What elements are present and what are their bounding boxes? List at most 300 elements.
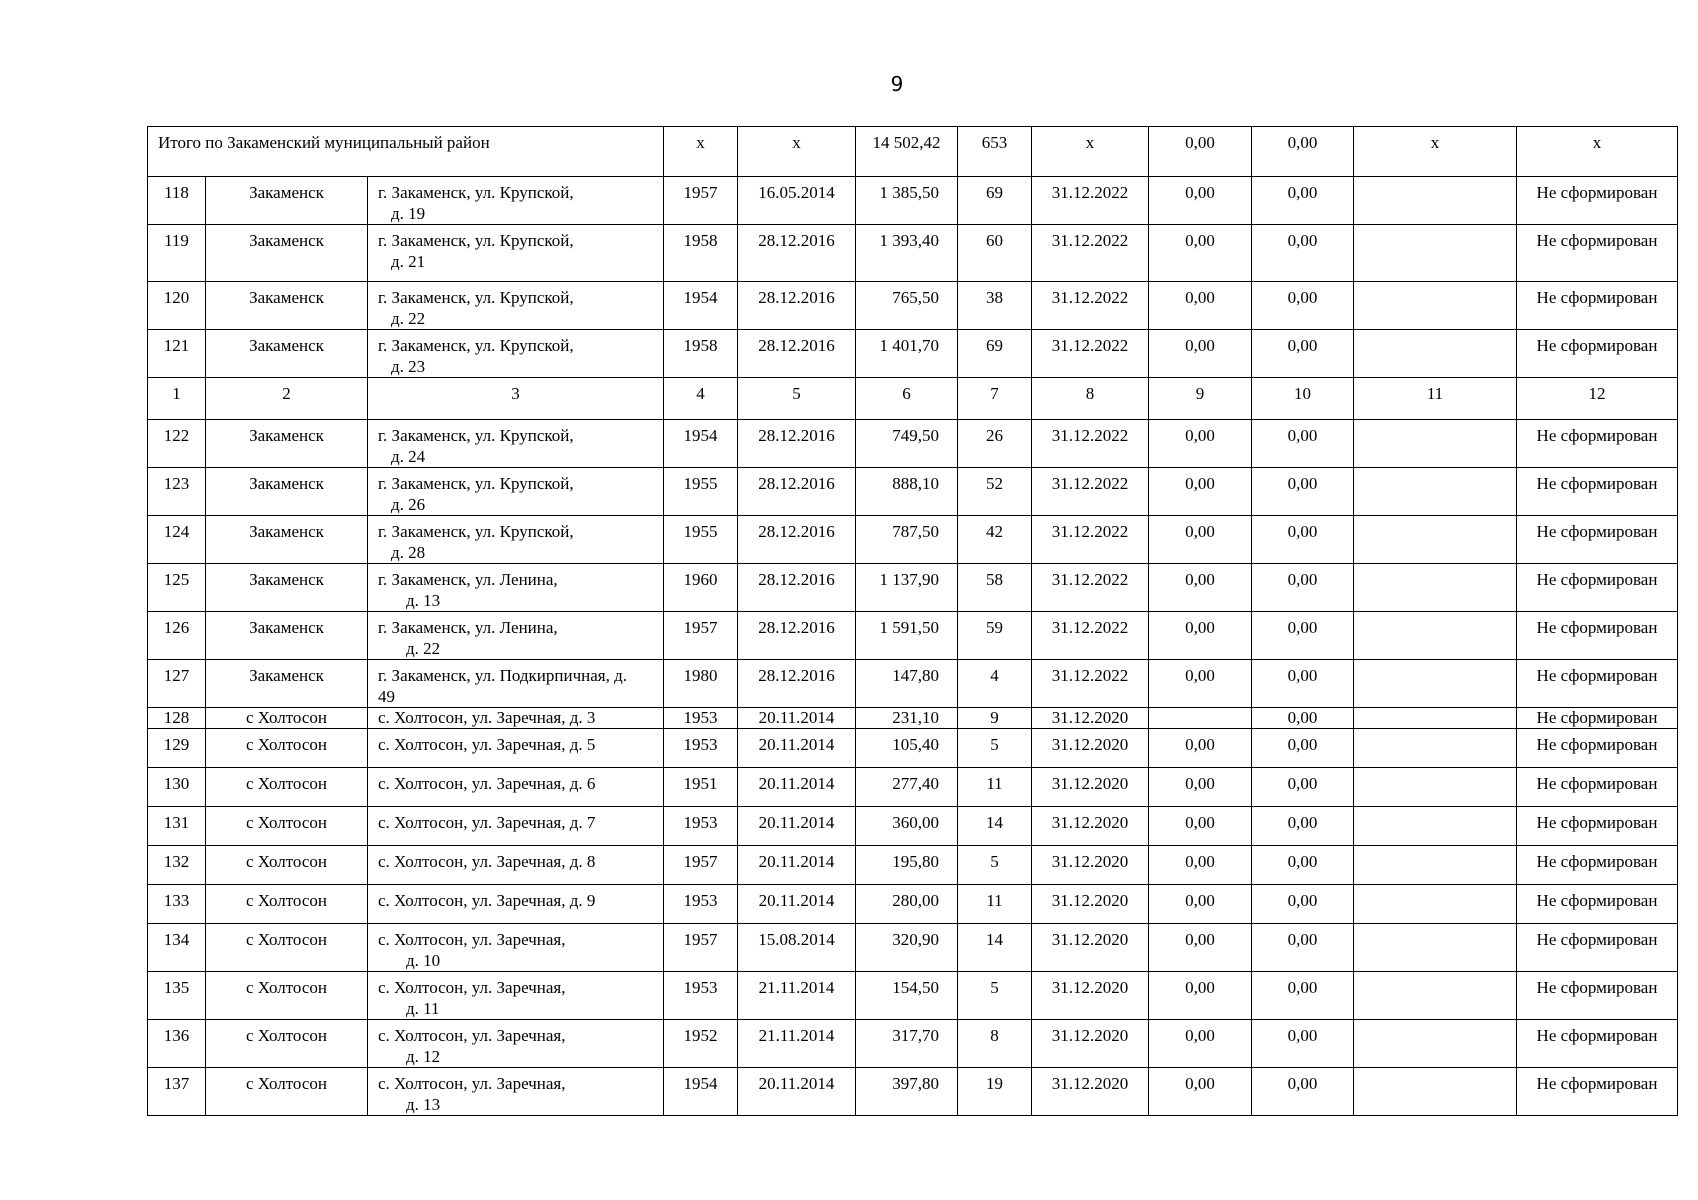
area: 787,50 [856, 516, 958, 564]
settlement: Закаменск [206, 420, 368, 468]
settlement: с Холтосон [206, 807, 368, 846]
settlement: Закаменск [206, 564, 368, 612]
settlement: с Холтосон [206, 708, 368, 729]
area: 360,00 [856, 807, 958, 846]
residents: 14 [958, 807, 1032, 846]
address-line-1: с. Холтосон, ул. Заречная, д. 9 [378, 891, 596, 910]
area: 105,40 [856, 729, 958, 768]
address [368, 885, 664, 924]
column-number: 10 [1252, 378, 1354, 420]
col-10: 0,00 [1252, 660, 1354, 708]
col-10: 0,00 [1252, 420, 1354, 468]
address-line-1: г. Закаменск, ул. Крупской, [378, 522, 574, 541]
residents: 26 [958, 420, 1032, 468]
row-number: 121 [148, 330, 206, 378]
address-line-1: с. Холтосон, ул. Заречная, [378, 930, 566, 949]
table-row [148, 807, 1678, 846]
address [368, 1020, 664, 1068]
area: 154,50 [856, 972, 958, 1020]
address-line-2: д. 11 [406, 999, 440, 1018]
col-9: 0,00 [1149, 885, 1252, 924]
col-10: 0,00 [1252, 1068, 1354, 1116]
date: 20.11.2014 [738, 1068, 856, 1116]
row-number: 123 [148, 468, 206, 516]
address-line-1: с. Холтосон, ул. Заречная, д. 5 [378, 735, 596, 754]
deadline: 31.12.2022 [1032, 660, 1149, 708]
col-11 [1354, 177, 1517, 225]
table-row [148, 516, 1678, 564]
area: 397,80 [856, 1068, 958, 1116]
col-11 [1354, 846, 1517, 885]
column-numbers-row [148, 378, 1678, 420]
date: 28.12.2016 [738, 282, 856, 330]
row-number: 130 [148, 768, 206, 807]
address [368, 807, 664, 846]
address-line-1: г. Закаменск, ул. Крупской, [378, 288, 574, 307]
col-9: 0,00 [1149, 225, 1252, 282]
residents: 69 [958, 177, 1032, 225]
table-row [148, 660, 1678, 708]
address [368, 1068, 664, 1116]
column-number: 12 [1517, 378, 1678, 420]
residents: 11 [958, 768, 1032, 807]
row-number: 136 [148, 1020, 206, 1068]
build-year: 1957 [664, 177, 738, 225]
col-11 [1354, 330, 1517, 378]
date: 21.11.2014 [738, 1020, 856, 1068]
status: Не сформирован [1517, 612, 1678, 660]
col-9: 0,00 [1149, 729, 1252, 768]
address-line-2: д. 28 [391, 543, 426, 562]
col-11 [1354, 768, 1517, 807]
build-year: 1954 [664, 282, 738, 330]
area: 147,80 [856, 660, 958, 708]
deadline: 31.12.2022 [1032, 612, 1149, 660]
area: 1 393,40 [856, 225, 958, 282]
col-9: 0,00 [1149, 660, 1252, 708]
col-10: 0,00 [1252, 612, 1354, 660]
date: 28.12.2016 [738, 225, 856, 282]
deadline: 31.12.2022 [1032, 177, 1149, 225]
date: 20.11.2014 [738, 729, 856, 768]
status: Не сформирован [1517, 1020, 1678, 1068]
date: 15.08.2014 [738, 924, 856, 972]
col-11 [1354, 1068, 1517, 1116]
col-11 [1354, 612, 1517, 660]
total-label: Итого по Закаменский муниципальный район [148, 127, 664, 177]
address-line-1: г. Закаменск, ул. Крупской, [378, 474, 574, 493]
settlement: Закаменск [206, 660, 368, 708]
residents: 4 [958, 660, 1032, 708]
address-line-1: с. Холтосон, ул. Заречная, д. 7 [378, 813, 596, 832]
col-9: 0,00 [1149, 1020, 1252, 1068]
row-number: 122 [148, 420, 206, 468]
date: 28.12.2016 [738, 660, 856, 708]
col-11 [1354, 924, 1517, 972]
address [368, 972, 664, 1020]
build-year: 1957 [664, 846, 738, 885]
date: 28.12.2016 [738, 420, 856, 468]
col-10: 0,00 [1252, 516, 1354, 564]
deadline: 31.12.2020 [1032, 708, 1149, 729]
build-year: 1954 [664, 420, 738, 468]
address-line-2: д. 26 [391, 495, 426, 514]
address [368, 846, 664, 885]
table-row [148, 1020, 1678, 1068]
deadline: 31.12.2020 [1032, 807, 1149, 846]
row-number: 119 [148, 225, 206, 282]
address [368, 924, 664, 972]
address-line-1: г. Закаменск, ул. Крупской, [378, 336, 574, 355]
date: 16.05.2014 [738, 177, 856, 225]
col-9: 0,00 [1149, 846, 1252, 885]
col-9: 0,00 [1149, 564, 1252, 612]
column-number: 4 [664, 378, 738, 420]
table-row [148, 564, 1678, 612]
address [368, 516, 664, 564]
col-10: 0,00 [1252, 282, 1354, 330]
col-9: 0,00 [1149, 516, 1252, 564]
col-11 [1354, 282, 1517, 330]
table-row [148, 885, 1678, 924]
status: Не сформирован [1517, 1068, 1678, 1116]
table-row [148, 924, 1678, 972]
deadline: 31.12.2020 [1032, 1068, 1149, 1116]
deadline: 31.12.2022 [1032, 225, 1149, 282]
col-9: 0,00 [1149, 1068, 1252, 1116]
column-number: 3 [368, 378, 664, 420]
total-cell: 0,00 [1252, 127, 1354, 177]
residents: 59 [958, 612, 1032, 660]
row-number: 124 [148, 516, 206, 564]
area: 280,00 [856, 885, 958, 924]
address-line-2: д. 13 [406, 591, 441, 610]
total-cell: х [1032, 127, 1149, 177]
col-11 [1354, 807, 1517, 846]
date: 20.11.2014 [738, 807, 856, 846]
col-9: 0,00 [1149, 768, 1252, 807]
row-number: 127 [148, 660, 206, 708]
area: 1 591,50 [856, 612, 958, 660]
col-9: 0,00 [1149, 612, 1252, 660]
address-line-2: д. 22 [406, 639, 441, 658]
address [368, 660, 664, 708]
total-cell: х [664, 127, 738, 177]
column-number: 11 [1354, 378, 1517, 420]
address-line-1: г. Закаменск, ул. Крупской, [378, 231, 574, 250]
status: Не сформирован [1517, 729, 1678, 768]
row-number: 126 [148, 612, 206, 660]
settlement: с Холтосон [206, 1020, 368, 1068]
address-line-2: д. 13 [406, 1095, 441, 1114]
date: 20.11.2014 [738, 846, 856, 885]
col-11 [1354, 885, 1517, 924]
status: Не сформирован [1517, 177, 1678, 225]
housing-registry-table [147, 126, 1678, 1116]
settlement: с Холтосон [206, 846, 368, 885]
build-year: 1958 [664, 330, 738, 378]
address [368, 282, 664, 330]
build-year: 1958 [664, 225, 738, 282]
build-year: 1955 [664, 516, 738, 564]
col-10: 0,00 [1252, 972, 1354, 1020]
date: 21.11.2014 [738, 972, 856, 1020]
settlement: с Холтосон [206, 1068, 368, 1116]
build-year: 1953 [664, 729, 738, 768]
col-10: 0,00 [1252, 885, 1354, 924]
address [368, 468, 664, 516]
col-9: 0,00 [1149, 972, 1252, 1020]
status: Не сформирован [1517, 846, 1678, 885]
status: Не сформирован [1517, 282, 1678, 330]
date: 28.12.2016 [738, 564, 856, 612]
address-line-1: г. Закаменск, ул. Ленина, [378, 570, 558, 589]
address [368, 177, 664, 225]
address-line-1: с. Холтосон, ул. Заречная, [378, 1074, 566, 1093]
status: Не сформирован [1517, 420, 1678, 468]
settlement: Закаменск [206, 468, 368, 516]
col-10: 0,00 [1252, 768, 1354, 807]
table-row [148, 708, 1678, 729]
status: Не сформирован [1517, 972, 1678, 1020]
col-11 [1354, 516, 1517, 564]
deadline: 31.12.2022 [1032, 564, 1149, 612]
residents: 19 [958, 1068, 1032, 1116]
address-line-1: с. Холтосон, ул. Заречная, д. 8 [378, 852, 596, 871]
area: 317,70 [856, 1020, 958, 1068]
build-year: 1957 [664, 924, 738, 972]
date: 20.11.2014 [738, 768, 856, 807]
address-line-1: г. Закаменск, ул. Подкирпичная, д. [378, 666, 628, 685]
residents: 38 [958, 282, 1032, 330]
deadline: 31.12.2022 [1032, 516, 1149, 564]
row-number: 128 [148, 708, 206, 729]
address-line-1: г. Закаменск, ул. Крупской, [378, 183, 574, 202]
date: 28.12.2016 [738, 468, 856, 516]
col-10: 0,00 [1252, 177, 1354, 225]
address [368, 225, 664, 282]
residents: 69 [958, 330, 1032, 378]
build-year: 1953 [664, 885, 738, 924]
total-cell: х [1354, 127, 1517, 177]
table-row [148, 468, 1678, 516]
address-line-2: 49 [378, 687, 395, 706]
status: Не сформирован [1517, 768, 1678, 807]
row-number: 133 [148, 885, 206, 924]
row-number: 137 [148, 1068, 206, 1116]
address [368, 708, 664, 729]
build-year: 1957 [664, 612, 738, 660]
table-row [148, 330, 1678, 378]
area: 1 385,50 [856, 177, 958, 225]
col-10: 0,00 [1252, 708, 1354, 729]
build-year: 1960 [664, 564, 738, 612]
area: 765,50 [856, 282, 958, 330]
address-line-2: д. 24 [391, 447, 426, 466]
table-row [148, 768, 1678, 807]
status: Не сформирован [1517, 708, 1678, 729]
residents: 11 [958, 885, 1032, 924]
address [368, 564, 664, 612]
col-10: 0,00 [1252, 225, 1354, 282]
col-10: 0,00 [1252, 330, 1354, 378]
address-line-2: д. 12 [406, 1047, 441, 1066]
deadline: 31.12.2022 [1032, 282, 1149, 330]
column-number: 8 [1032, 378, 1149, 420]
residents: 42 [958, 516, 1032, 564]
total-cell: х [738, 127, 856, 177]
total-row [148, 127, 1678, 177]
residents: 9 [958, 708, 1032, 729]
table-row [148, 846, 1678, 885]
col-10: 0,00 [1252, 807, 1354, 846]
col-9: 0,00 [1149, 282, 1252, 330]
build-year: 1955 [664, 468, 738, 516]
area: 277,40 [856, 768, 958, 807]
date: 20.11.2014 [738, 708, 856, 729]
settlement: Закаменск [206, 225, 368, 282]
col-11 [1354, 729, 1517, 768]
total-cell: х [1517, 127, 1678, 177]
row-number: 120 [148, 282, 206, 330]
col-10: 0,00 [1252, 729, 1354, 768]
settlement: Закаменск [206, 330, 368, 378]
row-number: 134 [148, 924, 206, 972]
address [368, 729, 664, 768]
address [368, 768, 664, 807]
status: Не сформирован [1517, 468, 1678, 516]
col-10: 0,00 [1252, 564, 1354, 612]
row-number: 129 [148, 729, 206, 768]
column-number: 7 [958, 378, 1032, 420]
residents: 52 [958, 468, 1032, 516]
area: 1 401,70 [856, 330, 958, 378]
residents: 14 [958, 924, 1032, 972]
status: Не сформирован [1517, 225, 1678, 282]
settlement: с Холтосон [206, 768, 368, 807]
col-11 [1354, 225, 1517, 282]
build-year: 1951 [664, 768, 738, 807]
col-11 [1354, 420, 1517, 468]
row-number: 118 [148, 177, 206, 225]
residents: 5 [958, 846, 1032, 885]
address-line-2: д. 19 [391, 204, 426, 223]
address-line-1: с. Холтосон, ул. Заречная, [378, 1026, 566, 1045]
settlement: Закаменск [206, 282, 368, 330]
settlement: Закаменск [206, 516, 368, 564]
column-number: 1 [148, 378, 206, 420]
row-number: 135 [148, 972, 206, 1020]
column-number: 5 [738, 378, 856, 420]
col-10: 0,00 [1252, 468, 1354, 516]
address-line-1: с. Холтосон, ул. Заречная, д. 6 [378, 774, 596, 793]
col-9: 0,00 [1149, 924, 1252, 972]
address-line-1: с. Холтосон, ул. Заречная, д. 3 [378, 708, 596, 727]
total-cell: 653 [958, 127, 1032, 177]
status: Не сформирован [1517, 660, 1678, 708]
residents: 60 [958, 225, 1032, 282]
total-cell: 0,00 [1149, 127, 1252, 177]
col-9: 0,00 [1149, 807, 1252, 846]
status: Не сформирован [1517, 564, 1678, 612]
build-year: 1953 [664, 708, 738, 729]
date: 28.12.2016 [738, 330, 856, 378]
col-11 [1354, 1020, 1517, 1068]
table-row [148, 1068, 1678, 1116]
address-line-2: д. 23 [391, 357, 426, 376]
column-number: 6 [856, 378, 958, 420]
table-row [148, 729, 1678, 768]
settlement: Закаменск [206, 612, 368, 660]
table-row [148, 282, 1678, 330]
column-number: 9 [1149, 378, 1252, 420]
status: Не сформирован [1517, 330, 1678, 378]
area: 195,80 [856, 846, 958, 885]
col-11 [1354, 564, 1517, 612]
residents: 5 [958, 729, 1032, 768]
address [368, 420, 664, 468]
build-year: 1953 [664, 807, 738, 846]
deadline: 31.12.2020 [1032, 885, 1149, 924]
date: 28.12.2016 [738, 612, 856, 660]
row-number: 132 [148, 846, 206, 885]
area: 749,50 [856, 420, 958, 468]
address-line-1: г. Закаменск, ул. Крупской, [378, 426, 574, 445]
table-row [148, 225, 1678, 282]
build-year: 1952 [664, 1020, 738, 1068]
residents: 58 [958, 564, 1032, 612]
column-number: 2 [206, 378, 368, 420]
date: 28.12.2016 [738, 516, 856, 564]
deadline: 31.12.2022 [1032, 468, 1149, 516]
col-10: 0,00 [1252, 924, 1354, 972]
address [368, 330, 664, 378]
total-cell: 14 502,42 [856, 127, 958, 177]
deadline: 31.12.2020 [1032, 972, 1149, 1020]
table-row [148, 420, 1678, 468]
address-line-2: д. 22 [391, 309, 426, 328]
build-year: 1953 [664, 972, 738, 1020]
table-row [148, 612, 1678, 660]
col-9: 0,00 [1149, 330, 1252, 378]
build-year: 1954 [664, 1068, 738, 1116]
address-line-2: д. 21 [391, 252, 426, 271]
residents: 8 [958, 1020, 1032, 1068]
col-9 [1149, 708, 1252, 729]
area: 320,90 [856, 924, 958, 972]
status: Не сформирован [1517, 924, 1678, 972]
date: 20.11.2014 [738, 885, 856, 924]
settlement: с Холтосон [206, 924, 368, 972]
col-9: 0,00 [1149, 420, 1252, 468]
col-10: 0,00 [1252, 1020, 1354, 1068]
build-year: 1980 [664, 660, 738, 708]
col-10: 0,00 [1252, 846, 1354, 885]
status: Не сформирован [1517, 885, 1678, 924]
row-number: 131 [148, 807, 206, 846]
col-11 [1354, 972, 1517, 1020]
area: 888,10 [856, 468, 958, 516]
address-line-1: с. Холтосон, ул. Заречная, [378, 978, 566, 997]
col-9: 0,00 [1149, 177, 1252, 225]
page-number: 9 [890, 72, 904, 96]
deadline: 31.12.2020 [1032, 846, 1149, 885]
status: Не сформирован [1517, 516, 1678, 564]
table-row [148, 177, 1678, 225]
deadline: 31.12.2020 [1032, 768, 1149, 807]
row-number: 125 [148, 564, 206, 612]
address-line-1: г. Закаменск, ул. Ленина, [378, 618, 558, 637]
